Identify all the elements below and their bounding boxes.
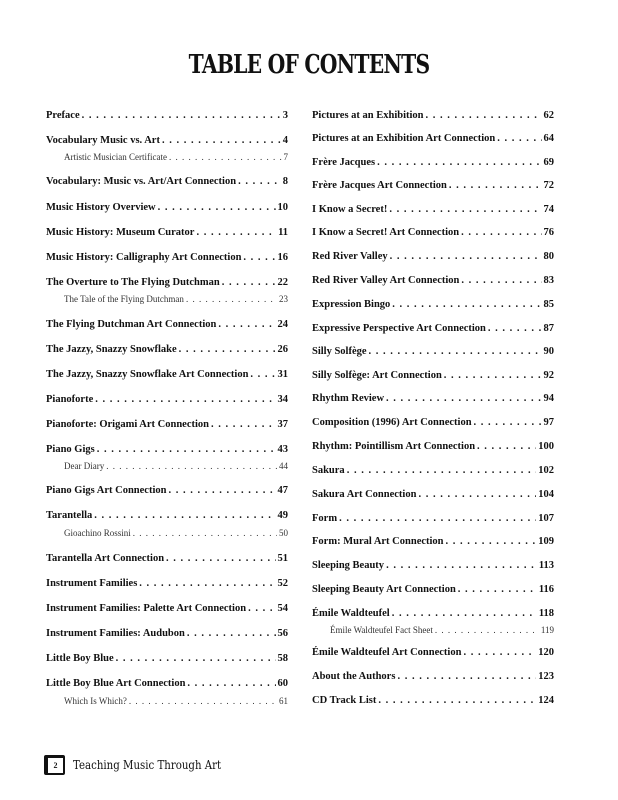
toc-entry bbox=[46, 135, 288, 146]
dot-leader bbox=[187, 628, 276, 639]
toc-entry bbox=[46, 485, 288, 496]
dot-leader bbox=[369, 346, 542, 357]
toc-entry-title: Tarantella bbox=[46, 510, 93, 521]
toc-entry bbox=[46, 277, 288, 288]
toc-entry bbox=[46, 319, 288, 330]
toc-entry-page: 61 bbox=[279, 696, 288, 706]
toc-entry bbox=[64, 152, 288, 162]
dot-leader bbox=[477, 441, 536, 452]
toc-entry-page: 7 bbox=[283, 152, 288, 162]
dot-leader bbox=[196, 227, 276, 238]
dot-leader bbox=[347, 465, 537, 476]
toc-entry bbox=[312, 180, 554, 191]
toc-entry bbox=[312, 370, 554, 381]
toc-entry bbox=[330, 625, 554, 635]
toc-entry bbox=[312, 560, 554, 571]
dot-leader bbox=[238, 176, 281, 187]
page-footer bbox=[44, 755, 247, 775]
toc-entry-title: Gioachino Rossini bbox=[64, 528, 131, 538]
dot-leader bbox=[133, 528, 277, 538]
dot-leader bbox=[243, 252, 275, 263]
toc-entry bbox=[46, 578, 288, 589]
toc-entry-page: 64 bbox=[543, 133, 554, 144]
toc-entry bbox=[312, 346, 554, 357]
toc-entry bbox=[312, 417, 554, 428]
dot-leader bbox=[95, 394, 275, 405]
toc-entry bbox=[312, 227, 554, 238]
toc-entry bbox=[312, 647, 554, 658]
toc-entry-title: Instrument Families bbox=[46, 578, 138, 589]
dot-leader bbox=[218, 319, 275, 330]
toc-entry bbox=[64, 461, 288, 471]
dot-leader bbox=[461, 227, 541, 238]
toc-entry bbox=[46, 344, 288, 355]
toc-entry-title: Which Is Which? bbox=[64, 696, 127, 706]
toc-entry-title: Silly Solfège: Art Connection bbox=[312, 370, 442, 381]
toc-entry bbox=[46, 176, 288, 187]
toc-entry-title: Frère Jacques Art Connection bbox=[312, 180, 447, 191]
toc-entry-title: The Overture to The Flying Dutchman bbox=[46, 277, 220, 288]
toc-entry-page: 31 bbox=[277, 369, 288, 380]
dot-leader bbox=[94, 510, 275, 521]
dot-leader bbox=[461, 275, 541, 286]
toc-entry-title: I Know a Secret! Art Connection bbox=[312, 227, 460, 238]
toc-entry bbox=[312, 393, 554, 404]
toc-entry-page: 23 bbox=[279, 294, 288, 304]
dot-leader bbox=[378, 695, 536, 706]
toc-entry-page: 3 bbox=[282, 110, 288, 121]
toc-entry-page: 87 bbox=[543, 323, 554, 334]
toc-entry-title: Sleeping Beauty Art Connection bbox=[312, 584, 456, 595]
toc-entry bbox=[46, 110, 288, 121]
toc-entry-page: 119 bbox=[540, 625, 554, 635]
toc-entry-title: I Know a Secret! bbox=[312, 204, 388, 215]
toc-entry bbox=[312, 251, 554, 262]
toc-entry bbox=[312, 133, 554, 144]
toc-entry-title: Music History: Museum Curator bbox=[46, 227, 195, 238]
toc-entry bbox=[46, 444, 288, 455]
toc-entry-page: 34 bbox=[277, 394, 288, 405]
toc-entry bbox=[312, 513, 554, 524]
toc-entry-title: Expressive Perspective Art Connection bbox=[312, 323, 486, 334]
toc-entry-page: 49 bbox=[277, 510, 288, 521]
toc-entry-page: 120 bbox=[538, 647, 554, 658]
toc-entry-title: Red River Valley bbox=[312, 251, 388, 262]
toc-entry-title: Music History: Calligraphy Art Connection bbox=[46, 252, 242, 263]
toc-entry-page: 94 bbox=[543, 393, 554, 404]
dot-leader bbox=[444, 370, 542, 381]
dot-leader bbox=[397, 671, 536, 682]
toc-entry bbox=[312, 157, 554, 168]
dot-leader bbox=[248, 603, 275, 614]
dot-leader bbox=[250, 369, 275, 380]
toc-entry-title: Silly Solfège bbox=[312, 346, 367, 357]
toc-entry bbox=[312, 489, 554, 500]
toc-entry-page: 118 bbox=[538, 608, 554, 619]
toc-entry bbox=[312, 323, 554, 334]
toc-entry-page: 56 bbox=[277, 628, 288, 639]
toc-entry-page: 104 bbox=[538, 489, 554, 500]
toc-entry bbox=[46, 678, 288, 689]
toc-entry-page: 107 bbox=[538, 513, 554, 524]
toc-entry-page: 100 bbox=[538, 441, 554, 452]
dot-leader bbox=[211, 419, 275, 430]
dot-leader bbox=[116, 653, 276, 664]
book-title: Teaching Music Through Art bbox=[73, 758, 222, 772]
toc-entry-page: 69 bbox=[543, 157, 554, 168]
dot-leader bbox=[377, 157, 541, 168]
dot-leader bbox=[449, 180, 542, 191]
toc-entry bbox=[46, 510, 288, 521]
toc-entry bbox=[46, 628, 288, 639]
toc-entry-page: 26 bbox=[277, 344, 288, 355]
dot-leader bbox=[418, 489, 536, 500]
toc-entry bbox=[64, 294, 288, 304]
toc-entry-title: Vocabulary: Music vs. Art/Art Connection bbox=[46, 176, 237, 187]
toc-entry bbox=[46, 252, 288, 263]
toc-entry bbox=[46, 653, 288, 664]
toc-entry-title: Pianoforte: Origami Art Connection bbox=[46, 419, 210, 430]
toc-entry bbox=[312, 608, 554, 619]
toc-entry-title: Piano Gigs Art Connection bbox=[46, 485, 167, 496]
toc-entry-title: Vocabulary Music vs. Art bbox=[46, 135, 160, 146]
toc-entry-title: Émile Waldteufel Fact Sheet bbox=[330, 625, 433, 635]
toc-entry-page: 10 bbox=[277, 202, 288, 213]
dot-leader bbox=[162, 135, 281, 146]
dot-leader bbox=[169, 152, 282, 162]
toc-entry-title: The Flying Dutchman Art Connection bbox=[46, 319, 217, 330]
toc-entry-title: CD Track List bbox=[312, 695, 377, 706]
toc-entry bbox=[312, 299, 554, 310]
dot-leader bbox=[390, 251, 542, 262]
toc-entry-page: 124 bbox=[538, 695, 554, 706]
dot-leader bbox=[158, 202, 276, 213]
toc-entry-page: 43 bbox=[277, 444, 288, 455]
toc-entry-title: The Jazzy, Snazzy Snowflake bbox=[46, 344, 177, 355]
toc-entry bbox=[64, 696, 288, 706]
dot-leader bbox=[166, 553, 275, 564]
toc-entry-page: 76 bbox=[543, 227, 554, 238]
toc-entry-title: Pictures at an Exhibition Art Connection bbox=[312, 133, 496, 144]
dot-leader bbox=[106, 461, 277, 471]
toc-entry-title: The Jazzy, Snazzy Snowflake Art Connection bbox=[46, 369, 249, 380]
toc-entry-page: 51 bbox=[277, 553, 288, 564]
dot-leader bbox=[392, 299, 541, 310]
page-title: TABLE OF CONTENTS bbox=[188, 50, 430, 80]
toc-entry-title: Form: Mural Art Connection bbox=[312, 536, 444, 547]
toc-entry-title: Preface bbox=[46, 110, 80, 121]
toc-entry-title: Sleeping Beauty bbox=[312, 560, 385, 571]
toc-entry bbox=[46, 553, 288, 564]
toc-entry-title: Expression Bingo bbox=[312, 299, 391, 310]
toc-entry-page: 97 bbox=[543, 417, 554, 428]
toc-entry-page: 11 bbox=[278, 227, 288, 238]
toc-entry-page: 47 bbox=[277, 485, 288, 496]
dot-leader bbox=[168, 485, 275, 496]
dot-leader bbox=[82, 110, 281, 121]
toc-entry-title: Composition (1996) Art Connection bbox=[312, 417, 472, 428]
toc-entry-title: About the Authors bbox=[312, 671, 396, 682]
toc-entry-title: Instrument Families: Palette Art Connection bbox=[46, 603, 247, 614]
dot-leader bbox=[446, 536, 537, 547]
toc-entry bbox=[312, 671, 554, 682]
toc-entry-title: Artistic Musician Certificate bbox=[64, 152, 167, 162]
dot-leader bbox=[458, 584, 537, 595]
dot-leader bbox=[129, 696, 277, 706]
toc-entry bbox=[312, 110, 554, 121]
dot-leader bbox=[474, 417, 542, 428]
toc-entry-page: 113 bbox=[538, 560, 554, 571]
toc-entry-title: Frère Jacques bbox=[312, 157, 376, 168]
dot-leader bbox=[497, 133, 541, 144]
page-number: 2 bbox=[44, 755, 65, 775]
dot-leader bbox=[389, 204, 541, 215]
dot-leader bbox=[392, 608, 537, 619]
toc-entry-page: 92 bbox=[543, 370, 554, 381]
dot-leader bbox=[179, 344, 276, 355]
toc-entry-page: 102 bbox=[538, 465, 554, 476]
toc-entry-title: Émile Waldteufel Art Connection bbox=[312, 647, 462, 658]
toc-entry-title: Pictures at an Exhibition bbox=[312, 110, 424, 121]
dot-leader bbox=[97, 444, 276, 455]
toc-entry-title: Rhythm: Pointillism Art Connection bbox=[312, 441, 476, 452]
toc-entry-page: 83 bbox=[543, 275, 554, 286]
toc-entry-page: 22 bbox=[277, 277, 288, 288]
toc-entry-page: 60 bbox=[277, 678, 288, 689]
dot-leader bbox=[386, 560, 537, 571]
toc-entry-title: Red River Valley Art Connection bbox=[312, 275, 460, 286]
toc-entry bbox=[312, 275, 554, 286]
toc-entry-page: 80 bbox=[543, 251, 554, 262]
dot-leader bbox=[139, 578, 275, 589]
dot-leader bbox=[222, 277, 276, 288]
toc-entry-title: Dear Diary bbox=[64, 461, 105, 471]
toc-entry bbox=[312, 204, 554, 215]
dot-leader bbox=[426, 110, 542, 121]
toc-entry-page: 8 bbox=[282, 176, 288, 187]
toc-entry-page: 54 bbox=[277, 603, 288, 614]
dot-leader bbox=[463, 647, 536, 658]
dot-leader bbox=[386, 393, 541, 404]
toc-entry-title: Tarantella Art Connection bbox=[46, 553, 165, 564]
toc-entry-page: 62 bbox=[543, 110, 554, 121]
toc-entry-title: Piano Gigs bbox=[46, 444, 95, 455]
toc-entry-page: 52 bbox=[277, 578, 288, 589]
toc-entry-title: Émile Waldteufel bbox=[312, 608, 390, 619]
toc-entry-title: The Tale of the Flying Dutchman bbox=[64, 294, 184, 304]
toc-entry-page: 4 bbox=[282, 135, 288, 146]
toc-entry bbox=[312, 465, 554, 476]
toc-entry bbox=[312, 584, 554, 595]
toc-entry-title: Rhythm Review bbox=[312, 393, 385, 404]
toc-entry-page: 109 bbox=[538, 536, 554, 547]
toc-entry bbox=[46, 394, 288, 405]
toc-entry bbox=[312, 441, 554, 452]
toc-entry bbox=[312, 695, 554, 706]
dot-leader bbox=[435, 625, 539, 635]
toc-entry-page: 72 bbox=[543, 180, 554, 191]
toc-entry bbox=[46, 603, 288, 614]
toc-entry-page: 85 bbox=[543, 299, 554, 310]
toc-entry-page: 58 bbox=[277, 653, 288, 664]
toc-entry-page: 44 bbox=[279, 461, 288, 471]
toc-entry bbox=[46, 202, 288, 213]
toc-entry-page: 90 bbox=[543, 346, 554, 357]
toc-entry-title: Form bbox=[312, 513, 338, 524]
toc-entry-page: 116 bbox=[538, 584, 554, 595]
toc-entry-title: Sakura bbox=[312, 465, 345, 476]
toc-entry bbox=[46, 419, 288, 430]
toc-entry bbox=[312, 536, 554, 547]
toc-entry-page: 16 bbox=[277, 252, 288, 263]
dot-leader bbox=[339, 513, 536, 524]
dot-leader bbox=[187, 678, 275, 689]
toc-entry-page: 37 bbox=[277, 419, 288, 430]
dot-leader bbox=[488, 323, 542, 334]
toc-entry-page: 74 bbox=[543, 204, 554, 215]
toc-entry bbox=[46, 369, 288, 380]
toc-entry-page: 50 bbox=[279, 528, 288, 538]
toc-entry-title: Little Boy Blue Art Connection bbox=[46, 678, 186, 689]
toc-entry-page: 24 bbox=[277, 319, 288, 330]
toc-entry bbox=[46, 227, 288, 238]
dot-leader bbox=[186, 294, 277, 304]
toc-entry-page: 123 bbox=[538, 671, 554, 682]
toc-entry-title: Sakura Art Connection bbox=[312, 489, 417, 500]
toc-entry-title: Music History Overview bbox=[46, 202, 156, 213]
toc-entry-title: Instrument Families: Audubon bbox=[46, 628, 185, 639]
toc-entry-title: Little Boy Blue bbox=[46, 653, 114, 664]
toc-entry bbox=[64, 528, 288, 538]
toc-entry-title: Pianoforte bbox=[46, 394, 94, 405]
